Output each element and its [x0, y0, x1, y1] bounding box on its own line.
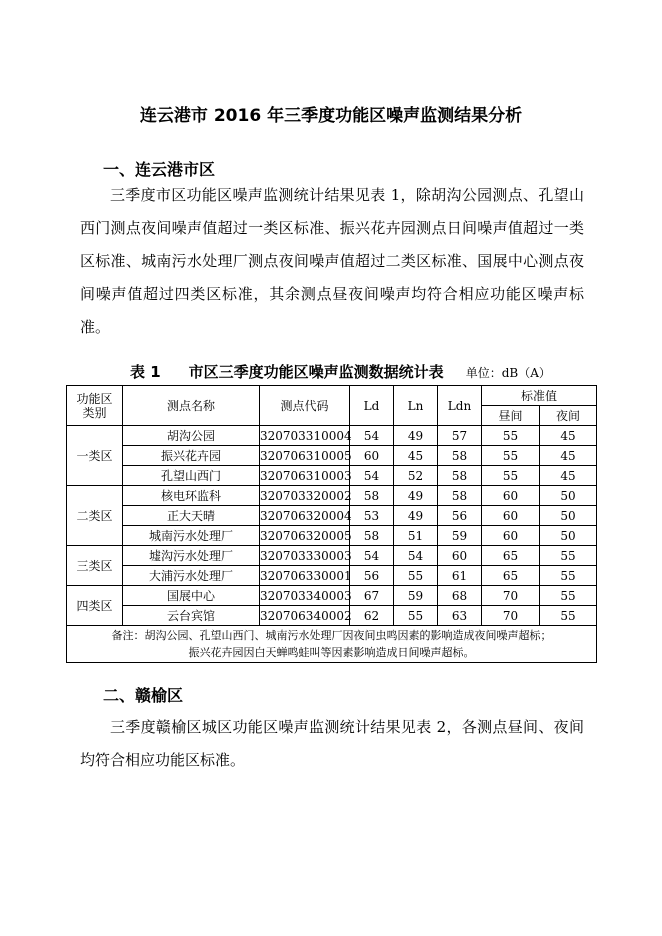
cell-name: 正大天晴: [123, 506, 260, 526]
table-caption-text: 市区三季度功能区噪声监测数据统计表: [188, 363, 444, 381]
cell-night: 55: [540, 566, 597, 586]
cell-ldn: 57: [438, 426, 482, 446]
table-row: [67, 566, 597, 586]
table-header-row: [67, 386, 597, 406]
cell-code: 320706320005: [260, 526, 350, 546]
section-1-heading: 一、连云港市区: [103, 160, 216, 179]
cell-ldn: 68: [438, 586, 482, 606]
table-caption-number: 表 1: [130, 363, 161, 381]
cell-code: 320703330003: [260, 546, 350, 566]
cell-night: 45: [540, 446, 597, 466]
header-code: 测点代码: [260, 386, 350, 426]
cell-day: 70: [482, 586, 540, 606]
cell-category: 一类区: [67, 426, 123, 486]
cell-code: 320706320004: [260, 506, 350, 526]
table-row: [67, 426, 597, 446]
cell-day: 70: [482, 606, 540, 626]
table-note-row: [67, 626, 597, 663]
cell-ldn: 63: [438, 606, 482, 626]
cell-code: 320706310005: [260, 446, 350, 466]
cell-night: 55: [540, 586, 597, 606]
cell-ldn: 58: [438, 446, 482, 466]
table-row: [67, 526, 597, 546]
cell-name: 振兴花卉园: [123, 446, 260, 466]
cell-ld: 58: [350, 486, 394, 506]
header-night: 夜间: [540, 406, 597, 426]
cell-night: 50: [540, 506, 597, 526]
cell-name: 城南污水处理厂: [123, 526, 260, 546]
cell-ldn: 56: [438, 506, 482, 526]
cell-code: 320706310003: [260, 466, 350, 486]
cell-name: 大浦污水处理厂: [123, 566, 260, 586]
table-row: [67, 486, 597, 506]
cell-ld: 58: [350, 526, 394, 546]
cell-night: 50: [540, 526, 597, 546]
cell-day: 60: [482, 526, 540, 546]
cell-category: 四类区: [67, 586, 123, 626]
cell-ldn: 60: [438, 546, 482, 566]
section-1-paragraph: 三季度市区功能区噪声监测统计结果见表 1，除胡沟公园测点、孔望山西门测点夜间噪声值超过一类区标准、振兴花卉园测点日间噪声值超过一类区标准、城南污水处理厂测点夜间噪声值超过二类区标准、国展中心测点夜间噪声值超过四类区标准，其余测点昼夜间噪声均符合相应功能区噪声标准。: [80, 186, 584, 336]
cell-ldn: 58: [438, 486, 482, 506]
cell-day: 60: [482, 506, 540, 526]
cell-ldn: 58: [438, 466, 482, 486]
cell-name: 胡沟公园: [123, 426, 260, 446]
cell-night: 50: [540, 486, 597, 506]
cell-name: 核电环监科: [123, 486, 260, 506]
cell-ln: 45: [394, 446, 438, 466]
table-row: [67, 466, 597, 486]
cell-ld: 56: [350, 566, 394, 586]
header-ldn: Ldn: [438, 386, 482, 426]
cell-day: 55: [482, 466, 540, 486]
cell-day: 55: [482, 446, 540, 466]
header-day: 昼间: [482, 406, 540, 426]
cell-code: 320706340002: [260, 606, 350, 626]
cell-category: 三类区: [67, 546, 123, 586]
cell-ln: 55: [394, 606, 438, 626]
cell-night: 55: [540, 546, 597, 566]
header-standard: 标准值: [482, 386, 597, 406]
cell-name: 孔望山西门: [123, 466, 260, 486]
document-title: 连云港市 2016 年三季度功能区噪声监测结果分析: [139, 106, 523, 126]
cell-ld: 67: [350, 586, 394, 606]
cell-code: 320706330001: [260, 566, 350, 586]
cell-night: 45: [540, 466, 597, 486]
cell-ln: 49: [394, 506, 438, 526]
cell-day: 55: [482, 426, 540, 446]
cell-ln: 52: [394, 466, 438, 486]
cell-ln: 54: [394, 546, 438, 566]
cell-ld: 62: [350, 606, 394, 626]
section-2-paragraph: 三季度赣榆区城区功能区噪声监测统计结果见表 2，各测点昼间、夜间均符合相应功能区标准。: [80, 718, 584, 769]
cell-night: 45: [540, 426, 597, 446]
cell-code: 320703320002: [260, 486, 350, 506]
table-row: [67, 586, 597, 606]
cell-ldn: 61: [438, 566, 482, 586]
header-ld: Ld: [350, 386, 394, 426]
cell-name: 国展中心: [123, 586, 260, 606]
header-name: 测点名称: [123, 386, 260, 426]
cell-day: 65: [482, 566, 540, 586]
cell-ldn: 59: [438, 526, 482, 546]
cell-ld: 60: [350, 446, 394, 466]
cell-ld: 53: [350, 506, 394, 526]
cell-name: 墟沟污水处理厂: [123, 546, 260, 566]
cell-day: 65: [482, 546, 540, 566]
table-row: [67, 446, 597, 466]
cell-code: 320703340003: [260, 586, 350, 606]
cell-ld: 54: [350, 546, 394, 566]
cell-ld: 54: [350, 466, 394, 486]
header-category: [67, 386, 123, 426]
cell-ld: 54: [350, 426, 394, 446]
cell-day: 60: [482, 486, 540, 506]
cell-ln: 49: [394, 426, 438, 446]
note-line-2: 振兴花卉园因白天蝉鸣蛙叫等因素影响造成日间噪声超标。: [188, 646, 475, 659]
cell-category: 二类区: [67, 486, 123, 546]
table-row: [67, 606, 597, 626]
cell-ln: 55: [394, 566, 438, 586]
cell-ln: 51: [394, 526, 438, 546]
cell-code: 320703310004: [260, 426, 350, 446]
section-2-heading: 二、赣榆区: [103, 686, 184, 705]
header-ln: Ln: [394, 386, 438, 426]
cell-ln: 49: [394, 486, 438, 506]
header-category-line1: 功能区: [76, 391, 113, 406]
table-row: [67, 506, 597, 526]
note-line-1: 备注：胡沟公园、孔望山西门、城南污水处理厂因夜间虫鸣因素的影响造成夜间噪声超标；: [111, 629, 552, 642]
cell-ln: 59: [394, 586, 438, 606]
table-note: [67, 626, 597, 663]
table-unit: 单位：dB（A）: [465, 366, 551, 380]
cell-night: 55: [540, 606, 597, 626]
cell-name: 云台宾馆: [123, 606, 260, 626]
header-category-line2: 类别: [82, 405, 107, 420]
table-1-caption: [130, 361, 551, 382]
noise-data-table: [66, 385, 597, 663]
table-row: [67, 546, 597, 566]
